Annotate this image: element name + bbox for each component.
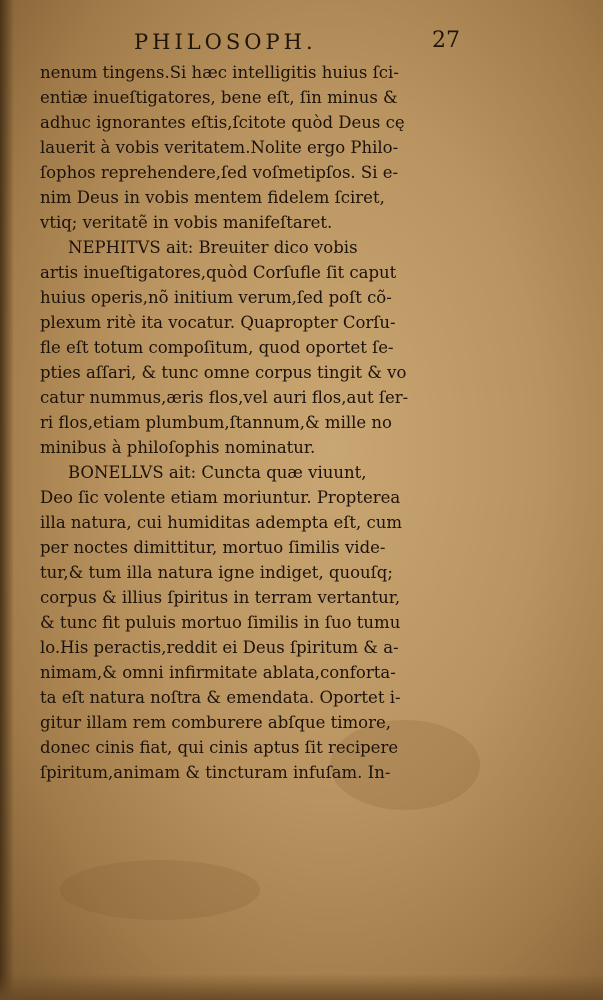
- text-line: plexum ritè ita vocatur. Quapropter Corſu-: [40, 313, 396, 332]
- text-line: lo.His peractis,reddit ei Deus ſpiritum & a-: [40, 638, 399, 657]
- text-line: ta eſt natura noſtra & emendata. Oportet i-: [40, 688, 401, 707]
- text-line: artis inueſtigatores,quòd Corſufle ſit caput: [40, 263, 397, 282]
- running-head: [40, 24, 460, 60]
- text-line: per noctes dimittitur, mortuo ſimilis vide-: [40, 538, 386, 557]
- text-line: catur nummus,æris flos,vel auri flos,aut ſer-: [40, 388, 409, 407]
- text-line: ri flos,etiam plumbum,ſtannum,& mille no: [40, 413, 392, 432]
- text-line: minibus à philoſophis nominatur.: [40, 438, 316, 457]
- text-line: pties aſſari, & tunc omne corpus tingit & vo: [40, 363, 407, 382]
- text-line: ſpiritum,animam & tincturam infuſam. In-: [40, 763, 391, 782]
- text-line: nim Deus in vobis mentem fidelem ſciret,: [40, 188, 385, 207]
- page-bottom-shadow: [0, 974, 603, 1000]
- text-line: nimam,& omni infirmitate ablata,conforta-: [40, 663, 396, 682]
- text-line: ſophos reprehendere,ſed voſmetipſos. Si e-: [40, 163, 399, 182]
- header-title: PHILOSOPH.: [134, 30, 317, 54]
- text-line: vtiq; veritatẽ in vobis manifeſtaret.: [40, 213, 333, 232]
- text-line: corpus & illius ſpiritus in terram vertantur,: [40, 588, 401, 607]
- text-line: donec cinis fiat, qui cinis aptus ſit recipere: [40, 738, 399, 757]
- body-text: [40, 60, 480, 785]
- text-line: nenum tingens.Si hæc intelligitis huius ſci-: [40, 63, 399, 82]
- text-line: NEPHITVS ait: Breuiter dico vobis: [68, 238, 358, 257]
- text-line: tur,& tum illa natura igne indiget, quouſq;: [40, 563, 393, 582]
- page-number: 27: [432, 28, 460, 53]
- text-line: huius operis,nõ initium verum,ſed poſt cõ-: [40, 288, 392, 307]
- text-line: & tunc fit puluis mortuo ſimilis in ſuo tumu: [40, 613, 401, 632]
- text-line: gitur illam rem comburere abſque timore,: [40, 713, 391, 732]
- text-line: fle eſt totum compoſitum, quod oportet ſe-: [40, 338, 394, 357]
- text-line: Deo ſic volente etiam moriuntur. Propterea: [40, 488, 401, 507]
- text-line: illa natura, cui humiditas adempta eſt, cum: [40, 513, 403, 532]
- text-line: BONELLVS ait: Cuncta quæ viuunt,: [68, 463, 367, 482]
- text-line: entiæ inueſtigatores, bene eſt, ſin minus &: [40, 88, 398, 107]
- text-line: adhuc ignorantes eſtis,ſcitote quòd Deus cę: [40, 113, 405, 132]
- text-line: lauerit à vobis veritatem.Nolite ergo Philo-: [40, 138, 399, 157]
- page-gutter-shadow: [0, 0, 14, 1000]
- paper-stain: [60, 860, 260, 920]
